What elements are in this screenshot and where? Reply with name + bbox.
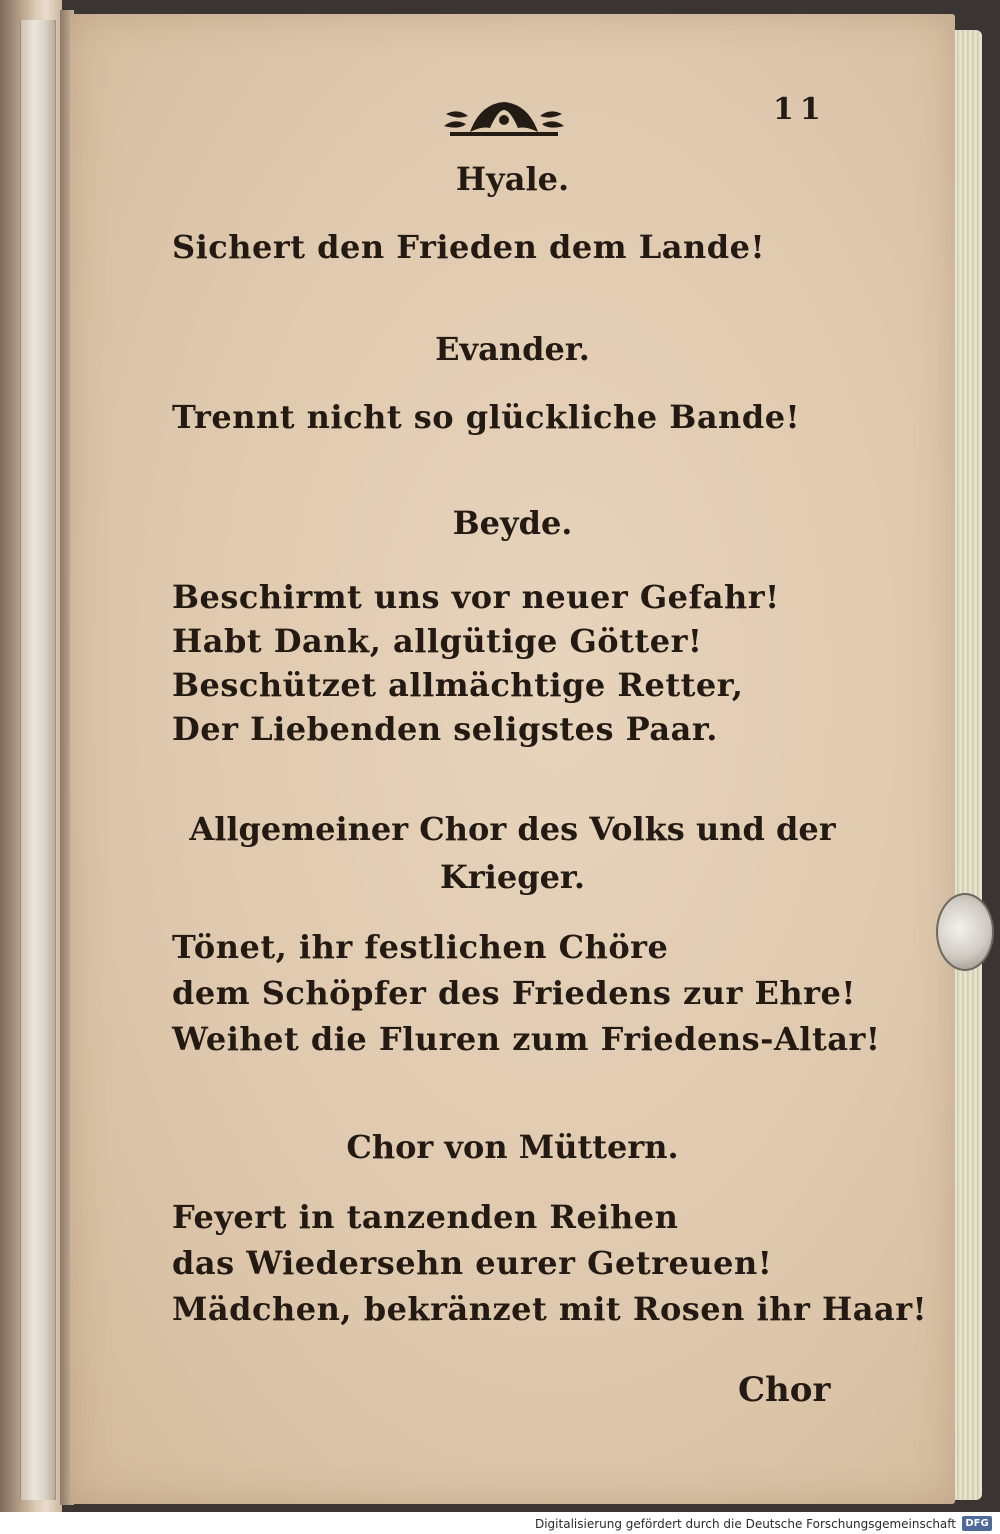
verse-line: Beschirmt uns vor neuer Gefahr!: [172, 578, 780, 616]
verse-line: Feyert in tanzenden Reihen: [172, 1198, 679, 1236]
verse-line: dem Schöpfer des Friedens zur Ehre!: [172, 974, 856, 1012]
verse-line: Weihet die Fluren zum Friedens-Altar!: [172, 1020, 881, 1058]
speaker-mothers-chorus: Chor von Müttern.: [346, 1128, 679, 1166]
page-number: 11: [773, 92, 827, 127]
ornament-icon: [440, 96, 568, 138]
verse-line: Der Liebenden seligstes Paar.: [172, 710, 718, 748]
verse-line: Mädchen, bekränzet mit Rosen ihr Haar!: [172, 1290, 928, 1328]
speaker-chorus-title: Allgemeiner Chor des Volks und der: [189, 810, 836, 848]
catchword: Chor: [738, 1370, 831, 1410]
verse-line: Habt Dank, allgütige Götter!: [172, 622, 703, 660]
speaker-evander: Evander.: [435, 330, 590, 368]
page-clip: [936, 893, 994, 971]
book-binding: [20, 20, 56, 1500]
verse-line: Sichert den Frieden dem Lande!: [172, 228, 765, 266]
digitization-credit: Digitalisierung gefördert durch die Deutsche Forschungsgemeinschaft: [534, 1517, 956, 1531]
dfg-logo: DFG: [962, 1516, 992, 1531]
verse-line: Beschützet allmächtige Retter,: [172, 666, 744, 704]
verse-line: Trennt nicht so glückliche Bande!: [172, 398, 801, 436]
speaker-beyde: Beyde.: [452, 504, 573, 542]
verse-line: das Wiedersehn eurer Getreuen!: [172, 1244, 773, 1282]
speaker-hyale: Hyale.: [455, 160, 570, 198]
verse-line: Tönet, ihr festlichen Chöre: [172, 928, 669, 966]
speaker-chorus-title-cont: Krieger.: [440, 858, 585, 896]
